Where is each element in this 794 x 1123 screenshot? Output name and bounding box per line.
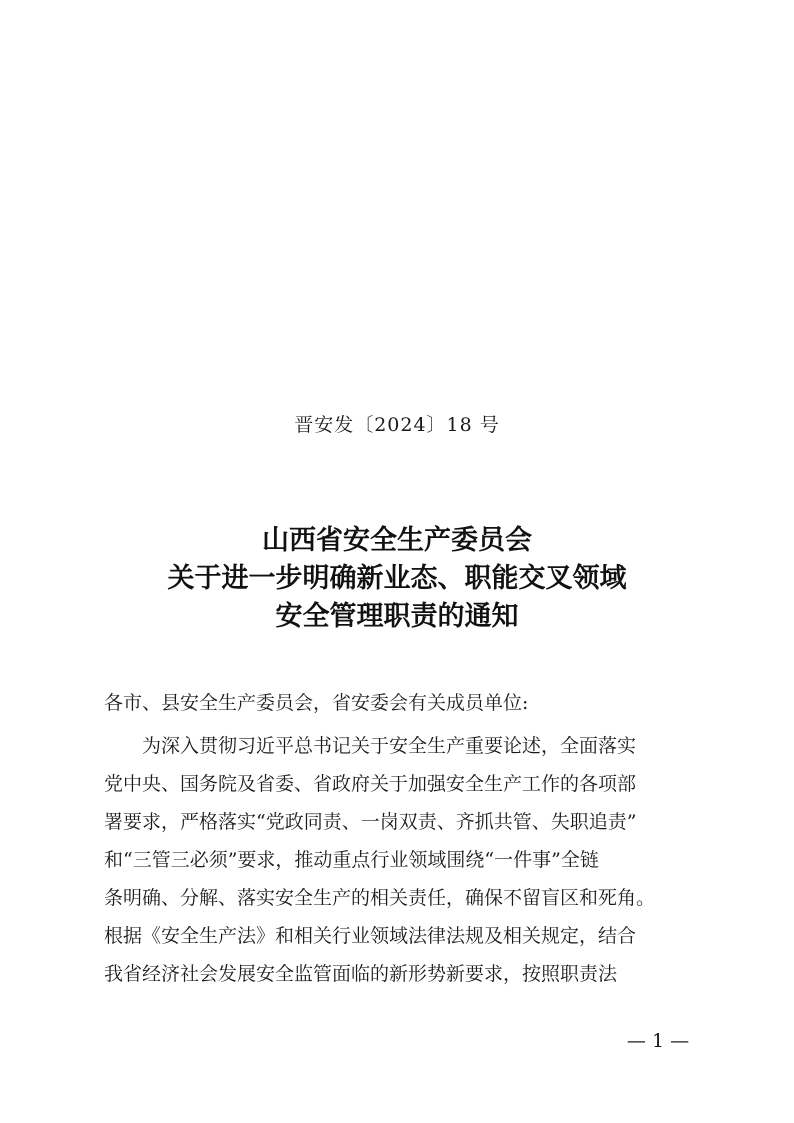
body-line: 根据《安全生产法》和相关行业领域法律法规及相关规定，结合 [104,925,637,947]
body-line: 党中央、国务院及省委、省政府关于加强安全生产工作的各项部 [104,773,637,795]
body-line: 我省经济社会发展安全监管面临的新形势新要求，按照职责法 [104,963,618,985]
title-line-3: 安全管理职责的通知 [275,601,519,632]
page-number: — 1 — [626,1030,690,1052]
body-line: 署要求，严格落实“党政同责、一岗双责、齐抓共管、失职追责” [104,811,637,833]
body-line: 和“三管三必须”要求，推动重点行业领域围绕“一件事”全链 [104,849,599,871]
title-line-2: 关于进一步明确新业态、职能交叉领域 [167,563,627,594]
document-number: 晋安发〔2024〕18 号 [294,414,500,436]
body-line: 条明确、分解、落实安全生产的相关责任，确保不留盲区和死角。 [104,887,656,909]
salutation: 各市、县安全生产委员会，省安委会有关成员单位: [104,692,529,714]
document-title [0,522,794,636]
body-line: 为深入贯彻习近平总书记关于安全生产重要论述，全面落实 [142,735,637,757]
title-line-1: 山西省安全生产委员会 [262,525,532,556]
body-text [104,727,694,993]
